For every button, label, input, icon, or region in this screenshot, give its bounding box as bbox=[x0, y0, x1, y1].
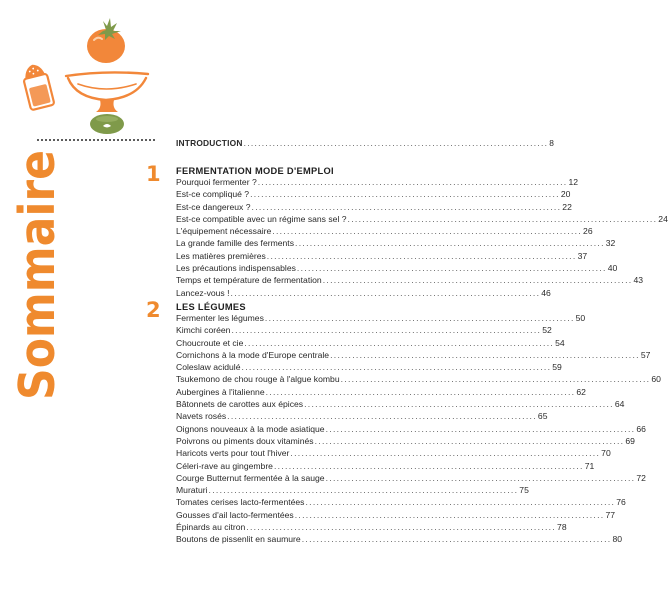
toc-entry-page: 75 bbox=[519, 485, 529, 496]
tomato-icon bbox=[87, 18, 125, 63]
toc-entry[interactable] bbox=[176, 509, 616, 521]
toc-entry-title: Boutons de pissenlit en saumure bbox=[176, 534, 301, 545]
toc-entry-title: Épinards au citron bbox=[176, 522, 246, 533]
dot-leader: .................................................................................... bbox=[230, 287, 541, 298]
toc-entry-title: Les précautions indispensables bbox=[176, 263, 296, 274]
toc-entry-page: 66 bbox=[636, 423, 646, 434]
toc-entry-row bbox=[176, 410, 548, 422]
toc-entry-page: 76 bbox=[616, 497, 626, 508]
dot-leader: .................................................................................... bbox=[296, 263, 607, 274]
toc-entry-page: 52 bbox=[542, 325, 552, 336]
dot-leader: .................................................................................... bbox=[325, 472, 636, 483]
toc-entry-title: Tomates cerises lacto-fermentées bbox=[176, 497, 305, 508]
toc-entry[interactable] bbox=[176, 225, 593, 237]
section-number-2: 2 bbox=[146, 298, 161, 322]
dot-leader: .................................................................................... bbox=[294, 509, 605, 520]
fruit-bowl-icon bbox=[66, 72, 148, 134]
toc-entry-row bbox=[176, 533, 623, 545]
toc-entry-title: La grande famille des ferments bbox=[176, 238, 294, 249]
dot-leader: .................................................................................... bbox=[314, 435, 625, 446]
dot-leader: .................................................................................... bbox=[290, 448, 601, 459]
toc-entry-row bbox=[176, 237, 616, 249]
salt-shaker-icon bbox=[21, 62, 55, 110]
toc-entry-page: 50 bbox=[575, 313, 586, 323]
toc-entry[interactable] bbox=[176, 312, 586, 324]
toc-entry-page: 24 bbox=[658, 213, 668, 224]
toc-entry-page: 71 bbox=[584, 460, 595, 471]
dot-leader: .................................................................................... bbox=[305, 497, 616, 508]
toc-entry[interactable] bbox=[176, 472, 646, 484]
toc-entry-page: 43 bbox=[633, 275, 644, 286]
introduction-page: 8 bbox=[549, 138, 554, 148]
dot-leader: .................................................................................... bbox=[231, 325, 542, 336]
toc-entry-title: Céleri-rave au gingembre bbox=[176, 460, 273, 471]
toc-entry-row bbox=[176, 250, 588, 262]
toc-entry-page: 12 bbox=[568, 177, 579, 187]
dot-leader: .................................................................................... bbox=[295, 238, 605, 249]
toc-entry-row bbox=[176, 386, 586, 398]
toc-entry[interactable] bbox=[176, 237, 616, 249]
dot-leader: .................................................................................... bbox=[304, 399, 614, 410]
toc-entry[interactable] bbox=[176, 250, 588, 262]
dot-leader: .................................................................................... bbox=[325, 423, 636, 434]
toc-entry-title: Est-ce compliqué ? bbox=[176, 189, 250, 200]
toc-entry[interactable] bbox=[176, 521, 567, 533]
toc-entry[interactable] bbox=[176, 496, 626, 508]
toc-entry-row bbox=[176, 337, 565, 349]
toc-entry[interactable] bbox=[176, 176, 579, 188]
toc-entry[interactable] bbox=[176, 324, 552, 336]
dot-leader: .................................................................................... bbox=[243, 138, 549, 148]
page-title bbox=[4, 121, 68, 404]
toc-entry-title: Bâtonnets de carottes aux épices bbox=[176, 399, 304, 410]
toc-entry-page: 65 bbox=[537, 411, 548, 422]
toc-entry-title: Poivrons ou piments doux vitaminés bbox=[176, 435, 314, 446]
toc-entry-page: 37 bbox=[577, 250, 588, 261]
toc-entry-row bbox=[176, 188, 571, 200]
toc-entry-title: Haricots verts pour tout l'hiver bbox=[176, 448, 290, 459]
toc-entry-row bbox=[176, 435, 635, 447]
dot-leader: .................................................................................... bbox=[272, 226, 583, 237]
toc-entry-title: Est-ce dangereux ? bbox=[176, 201, 251, 212]
dot-leader: .................................................................................... bbox=[265, 386, 576, 397]
toc-entry-title: Temps et température de fermentation bbox=[176, 275, 322, 286]
toc-entry[interactable] bbox=[176, 274, 644, 286]
dot-leader: .................................................................................... bbox=[264, 313, 575, 323]
introduction-entry[interactable] bbox=[176, 137, 554, 151]
toc-entry-title: Choucroute et cie bbox=[176, 337, 244, 348]
dot-leader: .................................................................................... bbox=[273, 460, 584, 471]
dot-leader: .................................................................................... bbox=[250, 189, 560, 200]
toc-entry[interactable] bbox=[176, 435, 635, 447]
toc-entry-page: 32 bbox=[605, 238, 616, 249]
dot-leader: .................................................................................... bbox=[322, 275, 633, 286]
toc-entry-title: L'équipement nécessaire bbox=[176, 226, 272, 237]
dotted-separator bbox=[36, 137, 156, 143]
toc-entry-page: 22 bbox=[562, 201, 572, 212]
toc-entry-title: Tsukemono de chou rouge à l'algue kombu bbox=[176, 374, 340, 385]
section-heading-1: FERMENTATION MODE D'EMPLOI bbox=[176, 166, 334, 176]
toc-entry[interactable] bbox=[176, 410, 548, 422]
toc-entry-title: Oignons nouveaux à la mode asiatique bbox=[176, 423, 325, 434]
toc-entry-page: 62 bbox=[576, 386, 586, 397]
toc-entry-row bbox=[176, 361, 562, 373]
toc-entry[interactable] bbox=[176, 447, 611, 459]
section-heading-2: LES LÉGUMES bbox=[176, 302, 246, 312]
dot-leader: .................................................................................... bbox=[246, 522, 557, 533]
dot-leader: .................................................................................... bbox=[330, 349, 640, 360]
toc-entry-page: 59 bbox=[552, 362, 562, 373]
toc-entry-page: 77 bbox=[605, 509, 616, 520]
toc-entry-row bbox=[176, 274, 644, 286]
toc-entry[interactable] bbox=[176, 373, 661, 385]
toc-entry-page: 69 bbox=[625, 435, 635, 446]
toc-entry-row bbox=[176, 287, 551, 299]
toc-entry[interactable] bbox=[176, 188, 571, 200]
toc-entry-page: 20 bbox=[560, 189, 571, 200]
toc-entry[interactable] bbox=[176, 337, 565, 349]
toc-entry-title: Coleslaw acidulé bbox=[176, 362, 241, 373]
toc-entry-row bbox=[176, 262, 618, 274]
toc-entry[interactable] bbox=[176, 213, 668, 225]
toc-entry-row bbox=[176, 213, 668, 225]
toc-entry-row bbox=[176, 509, 616, 521]
toc-entry-row bbox=[176, 225, 593, 237]
toc-entry-row bbox=[176, 460, 595, 472]
toc-entry-row bbox=[176, 349, 651, 361]
dot-leader: .................................................................................... bbox=[251, 201, 562, 212]
toc-entry[interactable] bbox=[176, 398, 625, 410]
toc-entry[interactable] bbox=[176, 386, 586, 398]
toc-entry-row bbox=[176, 496, 626, 508]
toc-entry-title: Muraturi bbox=[176, 485, 208, 496]
toc-entry[interactable] bbox=[176, 361, 562, 373]
toc-entry-page: 70 bbox=[601, 448, 611, 459]
dot-leader: .................................................................................... bbox=[301, 534, 612, 545]
toc-entry[interactable] bbox=[176, 287, 551, 299]
toc-entry-page: 46 bbox=[541, 287, 551, 298]
dot-leader: .................................................................................... bbox=[241, 362, 552, 373]
dot-leader: .................................................................................... bbox=[266, 250, 577, 261]
toc-entry-page: 78 bbox=[557, 522, 567, 533]
page-title-text: Sommaire bbox=[9, 121, 66, 400]
page-title-svg bbox=[4, 121, 68, 404]
toc-entry[interactable] bbox=[176, 484, 529, 496]
toc-list-section-1 bbox=[176, 176, 668, 299]
toc-entry-page: 64 bbox=[614, 399, 625, 410]
toc-entry-row bbox=[176, 423, 646, 435]
toc-entry-row bbox=[176, 373, 661, 385]
toc-entry-page: 26 bbox=[583, 226, 593, 237]
toc-entry-page: 57 bbox=[640, 349, 651, 360]
dot-leader: .................................................................................... bbox=[244, 337, 555, 348]
toc-entry-row bbox=[176, 447, 611, 459]
dot-leader: .................................................................................... bbox=[208, 485, 519, 496]
toc-entry-title: Aubergines à l'italienne bbox=[176, 386, 265, 397]
toc-entry-title: Lancez-vous ! bbox=[176, 287, 230, 298]
toc-entry-row bbox=[176, 201, 572, 213]
toc-entry-title: Navets rosés bbox=[176, 411, 227, 422]
toc-entry-title: Gousses d'ail lacto-fermentées bbox=[176, 509, 294, 520]
toc-entry-row bbox=[176, 472, 646, 484]
toc-entry-row bbox=[176, 176, 579, 188]
toc-entry-title: Courge Butternut fermentée à la sauge bbox=[176, 472, 325, 483]
toc-entry[interactable] bbox=[176, 262, 618, 274]
dot-leader: .................................................................................... bbox=[347, 213, 658, 224]
toc-entry-title: Est-ce compatible avec un régime sans sel ? bbox=[176, 213, 347, 224]
toc-entry[interactable] bbox=[176, 423, 646, 435]
toc-entry-title: Les matières premières bbox=[176, 250, 266, 261]
toc-entry-row bbox=[176, 324, 552, 336]
introduction-label: INTRODUCTION bbox=[176, 138, 243, 148]
toc-entry-title: Fermenter les légumes bbox=[176, 313, 264, 323]
toc-entry-page: 60 bbox=[651, 374, 661, 385]
toc-list-section-2 bbox=[176, 312, 661, 546]
toc-entry-title: Pourquoi fermenter ? bbox=[176, 177, 257, 187]
toc-entry-row bbox=[176, 398, 625, 410]
dot-leader: .................................................................................... bbox=[257, 177, 568, 187]
dot-leader: .................................................................................... bbox=[340, 374, 651, 385]
toc-entry-page: 40 bbox=[607, 263, 618, 274]
toc-entry[interactable] bbox=[176, 349, 651, 361]
toc-entry-page: 54 bbox=[555, 337, 565, 348]
toc-entry[interactable] bbox=[176, 533, 623, 545]
toc-entry[interactable] bbox=[176, 460, 595, 472]
toc-entry-page: 72 bbox=[636, 472, 646, 483]
toc-entry-row bbox=[176, 312, 586, 324]
section-number-1: 1 bbox=[146, 162, 161, 186]
toc-entry-title: Kimchi coréen bbox=[176, 325, 231, 336]
illustration-svg bbox=[18, 8, 168, 134]
toc-entry-row bbox=[176, 484, 529, 496]
toc-entry-row bbox=[176, 521, 567, 533]
toc-entry-title: Cornichons à la mode d'Europe centrale bbox=[176, 349, 330, 360]
dot-leader: .................................................................................... bbox=[227, 411, 537, 422]
toc-entry[interactable] bbox=[176, 201, 572, 213]
header-illustration bbox=[18, 8, 168, 134]
toc-entry-page: 80 bbox=[612, 534, 623, 545]
